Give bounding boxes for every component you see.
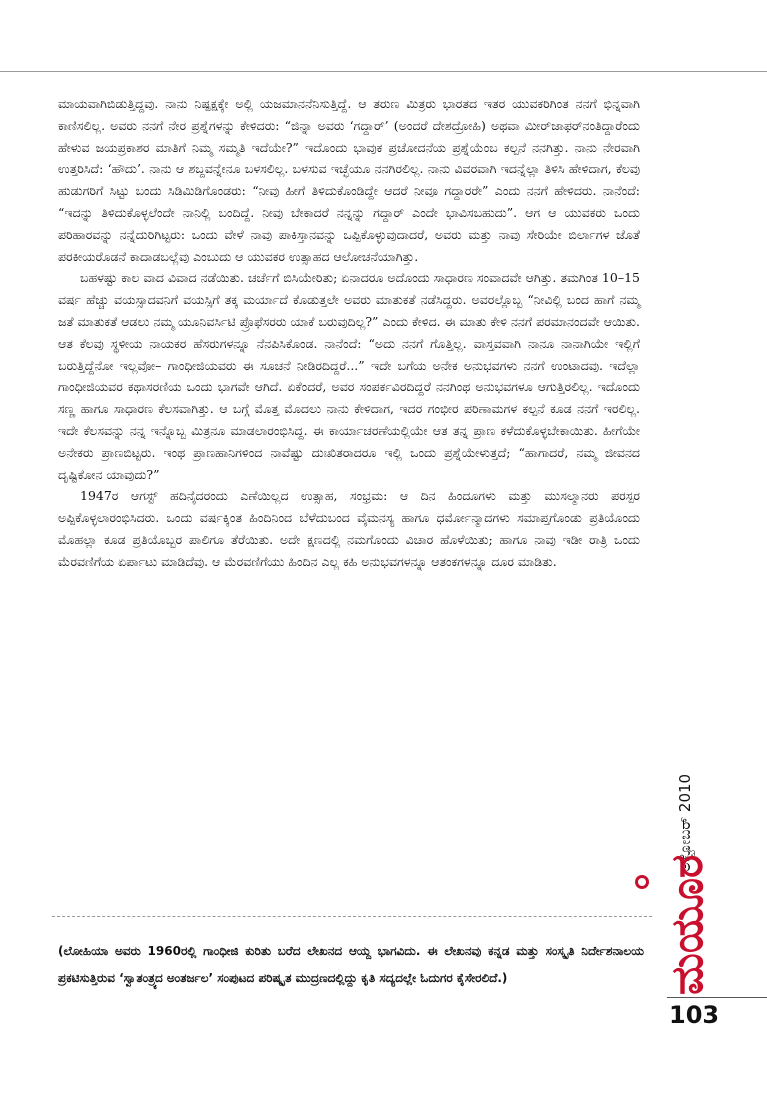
footnote: (ಲೋಹಿಯಾ ಅವರು 1960ರಲ್ಲಿ ಗಾಂಧೀಜಿ ಕುರಿತು ಬರೆದ ಲೇಖನದ ಆಯ್ದ ಭಾಗವಿದು. ಈ ಲೇಖನವು ಕನ್ನಡ ಮತ್ತು ಸಂಸ್ಕೃತಿ ನಿರ್ದೇಶನಾಲಯ ಪ್ರಕಟಿಸುತ್ತಿರುವ ‘ಸ್ವಾತಂತ್ರ್ಯದ ಅಂತರ್ಜಲ’ ಸಂಪುಟದ ಪರಿಷ್ಕೃತ ಮುದ್ರಣದಲ್ಲಿದ್ದು ಕೃತಿ ಸದ್ಯದಲ್ಲೇ ಓದುಗರ ಕೈಸೇರಲಿದೆ.) [58,944,644,985]
article-body [58,93,640,573]
article-paragraph: 1947ರ ಆಗಸ್ಟ್ ಹದಿನೈದರಂದು ಎಣೆಯಿಲ್ಲದ ಉತ್ಸಾಹ, ಸಂಭ್ರಮ: ಆ ದಿನ ಹಿಂದೂಗಳು ಮತ್ತು ಮುಸಲ್ಮಾನರು ಪರಸ್ಪರ ಅಪ್ಪಿಕೊಳ್ಳಲಾರಂಭಿಸಿದರು. ಒಂದು ವರ್ಷಕ್ಕಿಂತ ಹಿಂದಿನಿಂದ ಬೆಳೆದುಬಂದ ವೈಮನಸ್ಯ ಹಾಗೂ ಧರ್ಮೋನ್ಮಾದಗಳು ಸಮಾಪ್ತಗೊಂಡು ಪ್ರತಿಯೊಂದು ಮೊಹಲ್ಲಾ ಕೂಡ ಪ್ರತಿಯೊಬ್ಬರ ಪಾಲಿಗೂ ತೆರೆಯಿತು. ಅದೇ ಕ್ಷಣದಲ್ಲಿ ನಮಗೊಂದು ವಿಚಾರ ಹೊಳೆಯಿತು; ಹಾಗೂ ನಾವು ಇಡೀ ರಾತ್ರಿ ಒಂದು ಮೆರವಣಿಗೆಯ ಏರ್ಪಾಟು ಮಾಡಿದೆವು. ಆ ಮೆರವಣಿಗೆಯು ಹಿಂದಿನ ಎಲ್ಲ ಕಹಿ ಅನುಭವಗಳನ್ನೂ ಆತಂಕಗಳನ್ನೂ ದೂರ ಮಾಡಿತು. [58,488,640,569]
end-of-article-circle-icon [635,875,649,889]
page-number: 103 [669,1001,720,1029]
top-rule [0,71,767,72]
issue-date: ಅಕ್ಟೋಬರ್ 2010 [676,773,694,872]
article-paragraph: ಬಹಳಷ್ಟು ಕಾಲ ವಾದ ವಿವಾದ ನಡೆಯಿತು. ಚರ್ಚೆಗೆ ಬಿಸಿಯೇರಿತು; ಏನಾದರೂ ಅದೊಂದು ಸಾಧಾರಣ ಸಂವಾದವೇ ಆಗಿತ್ತು. ತಮಗಿಂತ 10–15 ವರ್ಷ ಹೆಚ್ಚು ವಯಸ್ಸಾದವನಿಗೆ ವಯಸ್ಸಿಗೆ ತಕ್ಕ ಮರ್ಯಾದೆ ಕೊಡುತ್ತಲೇ ಅವರು ಮಾತುಕತೆ ನಡೆಸಿದ್ದರು. ಅವರಲ್ಲೊಬ್ಬ “ನೀವಿಲ್ಲಿ ಬಂದ ಹಾಗೆ ನಮ್ಮ ಜತೆ ಮಾತುಕತೆ ಆಡಲು ನಮ್ಮ ಯೂನಿವರ್ಸಿಟಿ ಪ್ರೊಫೆಸರರು ಯಾಕೆ ಬರುವುದಿಲ್ಲ?” ಎಂದು ಕೇಳಿದ. ಈ ಮಾತು ಕೇಳಿ ನನಗೆ ಪರಮಾನಂದವೇ ಆಯಿತು. ಆತ ಕೆಲವು ಸ್ಥಳೀಯ ನಾಯಕರ ಹೆಸರುಗಳನ್ನೂ ನೆನಪಿಸಿಕೊಂಡ. ನಾನೆಂದೆ: “ಅದು ನನಗೆ ಗೊತ್ತಿಲ್ಲ. ವಾಸ್ತವವಾಗಿ ನಾನೂ ನಾನಾಗಿಯೇ ಇಲ್ಲಿಗೆ ಬರುತ್ತಿದ್ದೆನೋ ಇಲ್ಲವೋ– ಗಾಂಧೀಜಿಯವರು ಈ ಸೂಚನೆ ನೀಡಿರದಿದ್ದರೆ...” ಇದೇ ಬಗೆಯ ಅನೇಕ ಅನುಭವಗಳು ನನಗೆ ಉಂಟಾದವು. ಇದೆಲ್ಲಾ ಗಾಂಧೀಜಿಯವರ ಕಥಾಸರಣಿಯ ಒಂದು ಭಾಗವೇ ಆಗಿದೆ. ಏಕೆಂದರೆ, ಅವರ ಸಂಪರ್ಕವಿರದಿದ್ದರೆ ನನಗಿಂಥ ಅನುಭವಗಳೂ ಆಗುತ್ತಿರಲಿಲ್ಲ. ಇದೊಂದು ಸಣ್ಣ ಹಾಗೂ ಸಾಧಾರಣ ಕೆಲಸವಾಗಿತ್ತು. ಆ ಬಗ್ಗೆ ಮೊತ್ತ ಮೊದಲು ನಾನು ಕೇಳಿದಾಗ, ಇದರ ಗಂಭೀರ ಪರಿಣಾಮಗಳ ಕಲ್ಪನೆ ಕೂಡ ನನಗೆ ಇರಲಿಲ್ಲ. ಇದೇ ಕೆಲಸವನ್ನು ನನ್ನ ಇನ್ನೊಬ್ಬ ಮಿತ್ರನೂ ಮಾಡಲಾರಂಭಿಸಿದ್ದ. ಈ ಕಾರ್ಯಾಚರಣೆಯಲ್ಲಿಯೇ ಆತ ತನ್ನ ಪ್ರಾಣ ಕಳೆದುಕೊಳ್ಳಬೇಕಾಯಿತು. ಹೀಗೆಯೇ ಅನೇಕರು ಪ್ರಾಣಬಿಟ್ಟರು. ಇಂಥ ಪ್ರಾಣಹಾನಿಗಳಿಂದ ನಾವೆಷ್ಟು ದುಃಖಿತರಾದರೂ ಇಲ್ಲಿ ಒಂದು ಪ್ರಶ್ನೆಯೇಳುತ್ತದೆ; “ಹಾಗಾದರೆ, ನಮ್ಮ ಜೀವನದ ದೃಷ್ಟಿಕೋನ ಯಾವುದು?” [58,270,640,482]
page-number-rule [667,997,767,998]
footnote-divider [52,916,652,917]
article-paragraph: ಮಾಯವಾಗಿಬಿಡುತ್ತಿದ್ದವು. ನಾನು ನಿಷ್ಪಕ್ಷಕ್ಕೇ ಅಲ್ಲಿ ಯಜಮಾನನೆನಿಸುತ್ತಿದ್ದೆ. ಆ ತರುಣ ಮಿತ್ರರು ಭಾರತದ ಇತರ ಯುವಕರಿಗಿಂತ ನನಗೆ ಭಿನ್ನವಾಗಿ ಕಾಣಿಸಲಿಲ್ಲ. ಅವರು ನನಗೆ ನೇರ ಪ್ರಶ್ನೆಗಳನ್ನು ಕೇಳಿದರು: “ಜಿನ್ನಾ ಅವರು ‘ಗದ್ದಾರ್’ (ಅಂದರೆ ದೇಶದ್ರೋಹಿ) ಅಥವಾ ಮೀರ್‌ಜಾಫರ್‌ನಂತಿದ್ದಾರೆಂದು ಹೇಳುವ ಜಯಪ್ರಕಾಶರ ಮಾತಿಗೆ ನಿಮ್ಮ ಸಮ್ಮತಿ ಇದೆಯೇ?” ಇದೊಂದು ಭಾವುಕ ಪ್ರಚೋದನೆಯ ಪ್ರಶ್ನೆಯೆಂಬ ಕಲ್ಪನೆ ನನಗಿತ್ತು. ನಾನು ನೇರವಾಗಿ ಉತ್ತರಿಸಿದೆ: ‘ಹೌದು’. ನಾನು ಆ ಶಬ್ದವನ್ನೇನೂ ಬಳಸಲಿಲ್ಲ. ಬಳಸುವ ಇಚ್ಛೆಯೂ ನನಗಿರಲಿಲ್ಲ. ನಾನು ವಿವರವಾಗಿ ಇದನ್ನೆಲ್ಲಾ ತಿಳಿಸಿ ಹೇಳಿದಾಗ, ಕೆಲವು ಹುಡುಗರಿಗೆ ಸಿಟ್ಟು ಬಂದು ಸಿಡಿಮಿಡಿಗೊಂಡರು: “ನೀವು ಹೀಗೆ ತಿಳಿದುಕೊಂಡಿದ್ದೇ ಆದರೆ ನೀವೂ ಗದ್ದಾರರೇ” ಎಂದು ನನಗೆ ಹೇಳಿದರು. ನಾನೆಂದೆ: “ಇದನ್ನು ತಿಳಿದುಕೊಳ್ಳಲೆಂದೇ ನಾನಿಲ್ಲಿ ಬಂದಿದ್ದೆ. ನೀವು ಬೇಕಾದರೆ ನನ್ನನ್ನು ಗದ್ದಾರ್ ಎಂದೇ ಭಾವಿಸಬಹುದು”. ಆಗ ಆ ಯುವಕರು ಒಂದು ಪರಿಹಾರವನ್ನು ನನ್ನೆದುರಿಗಿಟ್ಟರು: ಒಂದು ವೇಳೆ ನಾವು ಪಾಕಿಸ್ತಾನವನ್ನು ಒಪ್ಪಿಕೊಳ್ಳುವುದಾದರೆ, ಅವರು ಮತ್ತು ನಾವು ಸೇರಿಯೇ ಬಿರ್ಲಾಗಳ ಜೊತೆ ಪರಕೀಯರೊಡನೆ ಕಾದಾಡಬಲ್ಲೆವು ಎಂಬುದು ಆ ಯುವಕರ ಉತ್ಸಾಹದ ಆಲೋಚನೆಯಾಗಿತ್ತು. [58,96,640,264]
magazine-masthead-logo: ಮಯೂರ [662,854,713,995]
